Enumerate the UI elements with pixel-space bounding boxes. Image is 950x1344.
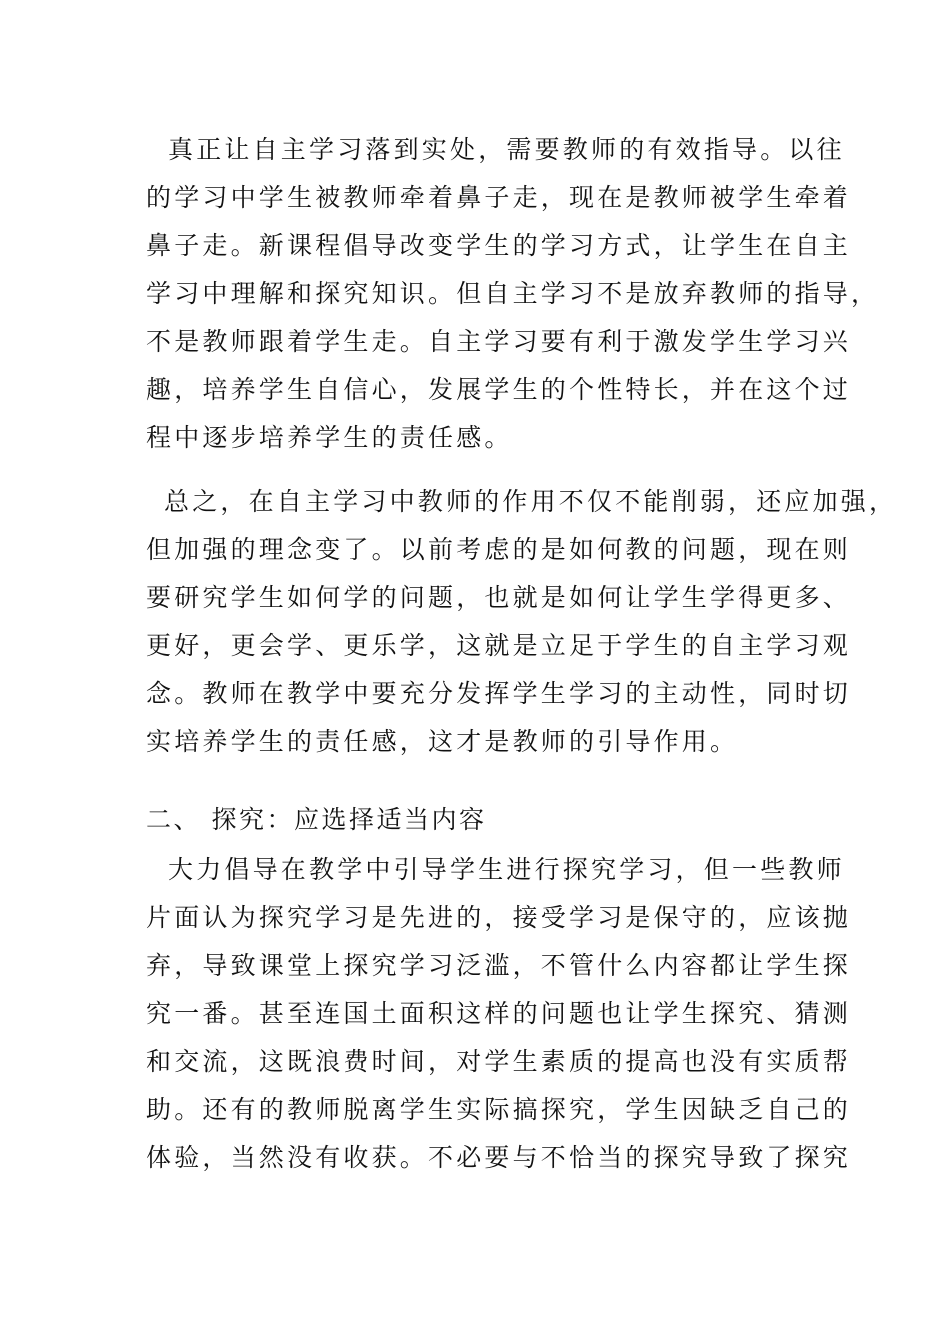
section-heading: 二、 探究：应选择适当内容 <box>146 805 487 834</box>
paragraph-3-line-3: 弃，导致课堂上探究学习泛滥，不管什么内容都让学生探 <box>146 951 852 980</box>
paragraph-3-line-7: 体验，当然没有收获。不必要与不恰当的探究导致了探究 <box>146 1143 852 1172</box>
paragraph-2-line-1: 总之，在自主学习中教师的作用不仅不能削弱，还应加强， <box>164 487 898 516</box>
paragraph-2-line-6: 实培养学生的责任感，这才是教师的引导作用。 <box>146 727 739 756</box>
paragraph-1-line-7: 程中逐步培养学生的责任感。 <box>146 423 513 452</box>
paragraph-1-line-4: 学习中理解和探究知识。但自主学习不是放弃教师的指导， <box>146 279 880 308</box>
paragraph-2-line-3: 要研究学生如何学的问题，也就是如何让学生学得更多、 <box>146 583 852 612</box>
paragraph-3-line-5: 和交流，这既浪费时间，对学生素质的提高也没有实质帮 <box>146 1047 852 1076</box>
paragraph-1-line-5: 不是教师跟着学生走。自主学习要有利于激发学生学习兴 <box>146 327 852 356</box>
paragraph-1-line-6: 趣，培养学生自信心，发展学生的个性特长，并在这个过 <box>146 375 852 404</box>
paragraph-3-line-1: 大力倡导在教学中引导学生进行探究学习，但一些教师 <box>168 855 845 884</box>
paragraph-2-line-2: 但加强的理念变了。以前考虑的是如何教的问题，现在则 <box>146 535 852 564</box>
paragraph-3-line-2: 片面认为探究学习是先进的，接受学习是保守的，应该抛 <box>146 903 852 932</box>
paragraph-1-line-1: 真正让自主学习落到实处，需要教师的有效指导。以往 <box>168 135 845 164</box>
paragraph-1-line-2: 的学习中学生被教师牵着鼻子走，现在是教师被学生牵着 <box>146 183 852 212</box>
paragraph-3-line-4: 究一番。甚至连国土面积这样的问题也让学生探究、猜测 <box>146 999 852 1028</box>
paragraph-2-line-5: 念。教师在教学中要充分发挥学生学习的主动性，同时切 <box>146 679 852 708</box>
paragraph-1-line-3: 鼻子走。新课程倡导改变学生的学习方式，让学生在自主 <box>146 231 852 260</box>
paragraph-2-line-4: 更好，更会学、更乐学，这就是立足于学生的自主学习观 <box>146 631 852 660</box>
paragraph-3-line-6: 助。还有的教师脱离学生实际搞探究，学生因缺乏自己的 <box>146 1095 852 1124</box>
